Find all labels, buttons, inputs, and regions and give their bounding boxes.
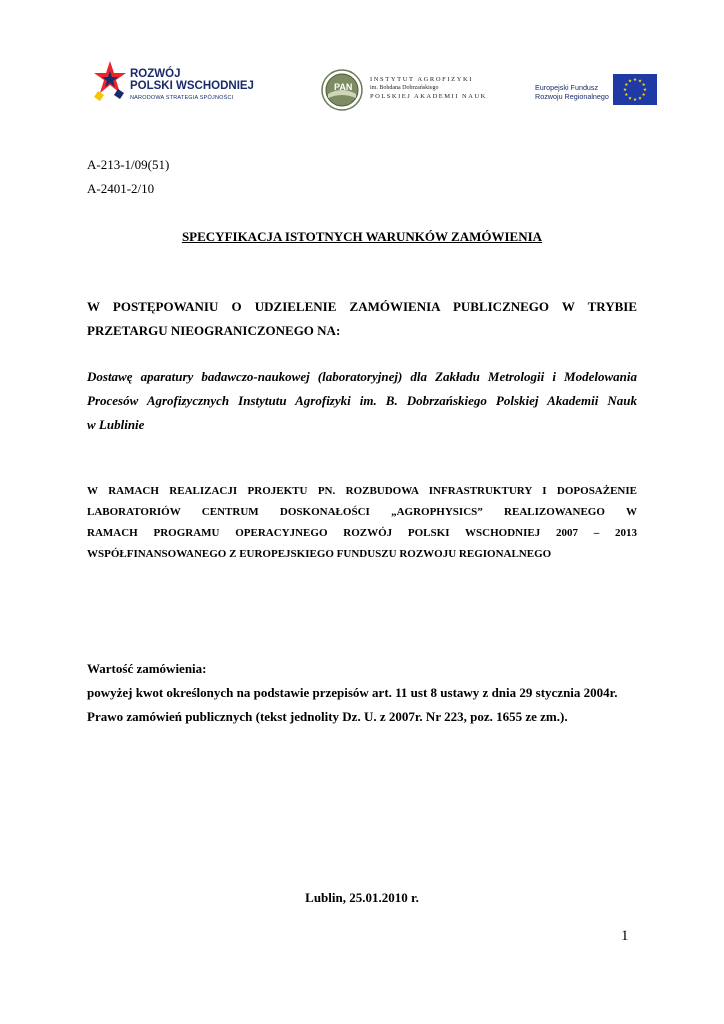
eu-star-icon — [625, 93, 628, 96]
eu-logo-line2: Rozwoju Regionalnego — [535, 92, 609, 101]
eu-star-icon — [638, 79, 641, 82]
eu-star-icon — [643, 88, 646, 91]
reference-number-1: A-213-1/09(51) — [87, 157, 170, 172]
page-number: 1 — [621, 928, 629, 944]
eu-star-icon — [625, 83, 628, 86]
place-and-date: Lublin, 25.01.2010 r. — [305, 890, 419, 905]
project-paragraph — [87, 481, 637, 565]
pan-logo-line2: im. Bohdana Dobrzańskiego — [370, 85, 439, 91]
procedure-line-1: W POSTĘPOWANIU O UDZIELENIE ZAMÓWIENIA PUBLICZNEGO W TRYBIE — [87, 299, 637, 314]
project-line-4: WSPÓŁFINANSOWANEGO Z EUROPEJSKIEGO FUNDUSZU ROZWOJU REGIONALNEGO — [87, 548, 552, 560]
eu-star-icon — [633, 98, 636, 101]
project-line-3: RAMACH PROGRAMU OPERACYJNEGO ROZWÓJ POLSKI WSCHODNIEJ 2007 – 2013 — [87, 527, 637, 539]
pan-logo — [320, 68, 490, 112]
eu-fund-logo — [533, 73, 657, 107]
eu-star-icon — [623, 88, 626, 91]
order-value-section — [87, 657, 637, 729]
rpw-logo-line1: ROZWÓJ — [130, 68, 181, 80]
eu-flag-icon — [613, 74, 657, 105]
order-value-line-1: powyżej kwot określonych na podstawie przepisów art. 11 ust 8 ustawy z dnia 29 stycznia 2004r. — [87, 685, 618, 700]
eu-star-icon — [642, 93, 645, 96]
eu-star-icon — [628, 96, 631, 99]
pan-logo-line1: INSTYTUT AGROFIZYKI — [370, 76, 474, 83]
rpw-logo-line2: POLSKI WSCHODNIEJ — [130, 80, 254, 92]
rpw-logo — [92, 55, 267, 110]
pan-emblem-label: PAN — [334, 82, 353, 92]
order-value-heading: Wartość zamówienia: — [87, 661, 207, 676]
project-line-2: LABORATORIÓW CENTRUM DOSKONAŁOŚCI „AGROPHYSICS” REALIZOWANEGO W — [87, 506, 637, 518]
pan-logo-line3: POLSKIEJ AKADEMII NAUK — [370, 93, 487, 100]
eu-logo-line1: Europejski Fundusz — [535, 83, 599, 92]
project-line-1: W RAMACH REALIZACJI PROJEKTU PN. ROZBUDOWA INFRASTRUKTURY I DOPOSAŻENIE — [87, 485, 637, 497]
procedure-line-2: PRZETARGU NIEOGRANICZONEGO NA: — [87, 323, 341, 338]
document-title: SPECYFIKACJA ISTOTNYCH WARUNKÓW ZAMÓWIENIA — [181, 229, 543, 244]
subject-line-3: w Lublinie — [87, 417, 145, 432]
subject-paragraph — [87, 365, 637, 437]
star-icon — [92, 55, 128, 110]
subject-line-2: Procesów Agrofizycznych Instytutu Agrofizyki im. B. Dobrzańskiego Polskiej Akademii Nauk — [87, 393, 637, 408]
eu-star-icon — [642, 83, 645, 86]
subject-line-1: Dostawę aparatury badawczo-naukowej (laboratoryjnej) dla Zakładu Metrologii i Modelowania — [87, 369, 637, 384]
rpw-logo-line3: NARODOWA STRATEGIA SPÓJNOŚCI — [130, 95, 234, 101]
procedure-paragraph — [87, 295, 637, 343]
eu-star-icon — [633, 78, 636, 81]
order-value-line-2: Prawo zamówień publicznych (tekst jednolity Dz. U. z 2007r. Nr 223, poz. 1655 ze zm.). — [87, 709, 568, 724]
eu-star-icon — [638, 96, 641, 99]
reference-number-2: A-2401-2/10 — [87, 181, 155, 196]
eu-star-icon — [628, 79, 631, 82]
